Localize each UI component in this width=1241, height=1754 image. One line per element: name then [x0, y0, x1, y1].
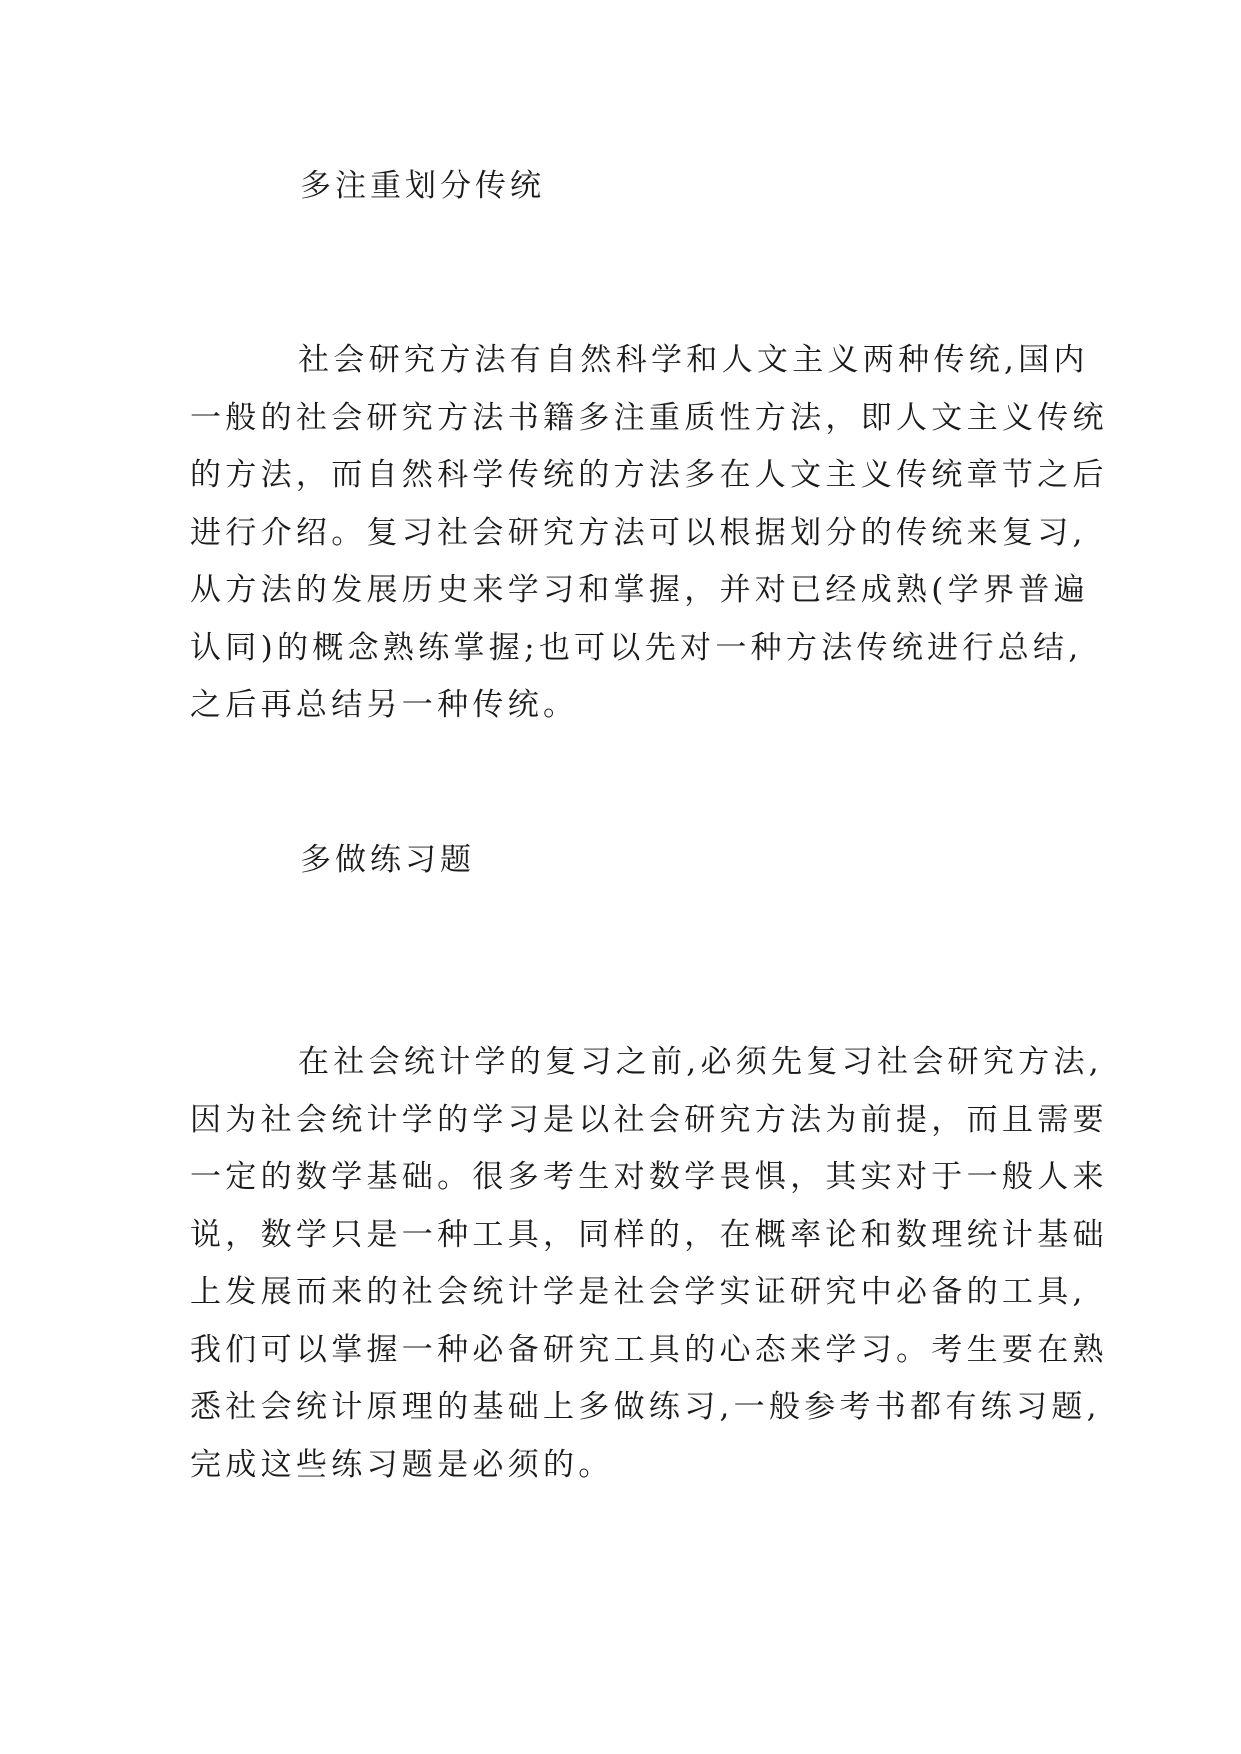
paragraph-line: 我们可以掌握一种必备研究工具的心态来学习。考生要在熟 [190, 1331, 1108, 1368]
paragraph-line: 在社会统计学的复习之前,必须先复习社会研究方法, [298, 1044, 1103, 1080]
paragraph-line: 悉社会统计原理的基础上多做练习,一般参考书都有练习题, [190, 1389, 1101, 1425]
paragraph-line: 完成这些练习题是必须的。 [190, 1446, 614, 1483]
paragraph-line: 因为社会统计学的学习是以社会研究方法为前提，而且需要 [190, 1101, 1108, 1138]
paragraph-traditions [190, 332, 1108, 735]
paragraph-line: 一定的数学基础。很多考生对数学畏惧，其实对于一般人来 [190, 1159, 1108, 1195]
paragraph-line: 社会研究方法有自然科学和人文主义两种传统,国内 [298, 342, 1089, 378]
section-heading-exercises: 多做练习题 [300, 842, 475, 878]
section-heading-traditions: 多注重划分传统 [300, 168, 545, 204]
paragraph-line: 从方法的发展历史来学习和掌握，并对已经成熟(学界普遍 [190, 572, 1089, 608]
paragraph-exercises [190, 1034, 1108, 1494]
paragraph-line: 之后再总结另一种传统。 [190, 687, 579, 723]
paragraph-line: 上发展而来的社会统计学是社会学实证研究中必备的工具, [190, 1274, 1087, 1310]
paragraph-line: 认同)的概念熟练掌握;也可以先对一种方法传统进行总结, [190, 629, 1083, 666]
paragraph-line: 说，数学只是一种工具，同样的，在概率论和数理统计基础 [190, 1216, 1108, 1253]
paragraph-line: 进行介绍。复习社会研究方法可以根据划分的传统来复习, [190, 514, 1087, 551]
paragraph-line: 的方法，而自然科学传统的方法多在人文主义传统章节之后 [190, 457, 1108, 493]
paragraph-line: 一般的社会研究方法书籍多注重质性方法，即人文主义传统 [190, 399, 1108, 436]
